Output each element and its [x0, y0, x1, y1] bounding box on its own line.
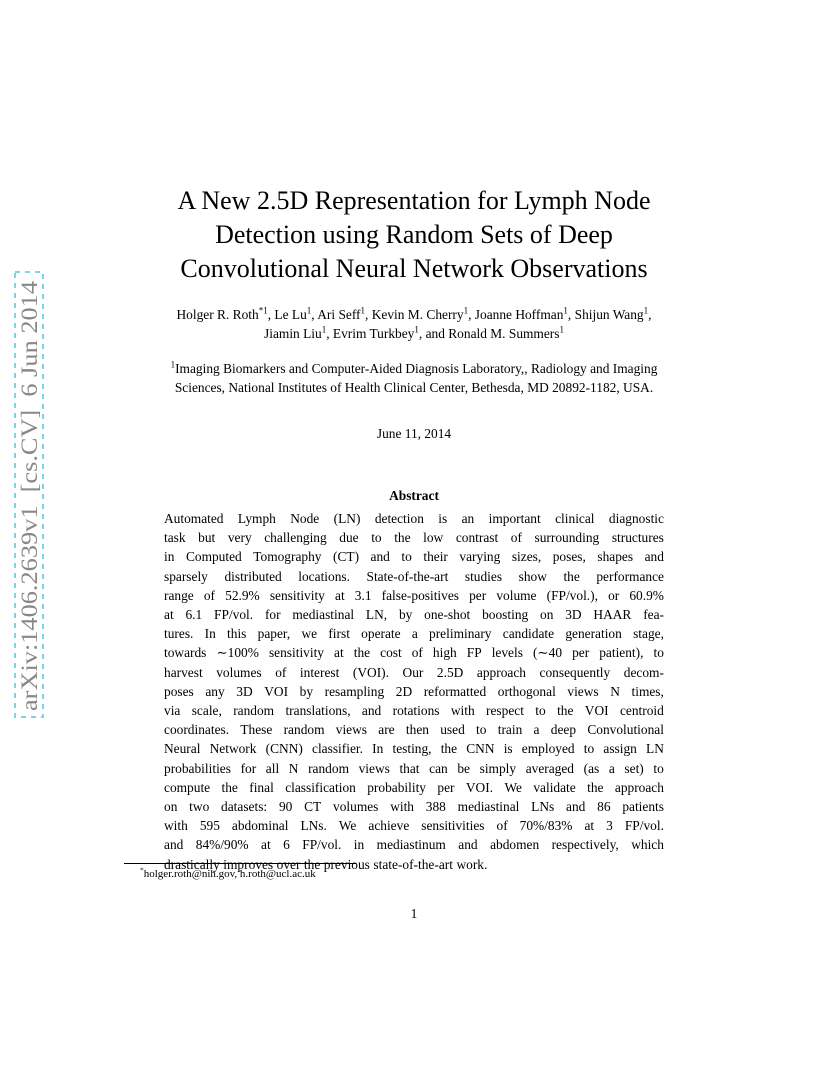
arxiv-stamp-text: arXiv:1406.2639v1 [cs.CV] 6 Jun 2014 [17, 327, 43, 711]
abstract-word: for [240, 760, 257, 776]
abstract-word: surrounding [534, 530, 600, 546]
abstract-word: is [503, 741, 513, 757]
abstract-word: CT [304, 799, 322, 815]
abstract-word: at [164, 607, 174, 623]
abstract-word: operate [361, 626, 401, 642]
author-affiliation-mark: 1 [563, 305, 568, 316]
abstract-word: Automated [164, 511, 224, 526]
abstract-word: high [432, 645, 457, 661]
abstract-word: approach [476, 664, 526, 680]
abstract-word: important [488, 511, 541, 526]
author-name: and Ronald M. Summers [425, 326, 560, 341]
abstract-word: abdominal [231, 818, 289, 834]
abstract-word: respectively, [551, 837, 619, 853]
abstract-word: datasets: [221, 799, 268, 815]
abstract-word: of [411, 645, 423, 661]
abstract-word: 86 [597, 799, 611, 815]
abstract-word: are [378, 722, 395, 738]
abstract-word: assign [603, 741, 637, 757]
abstract-word: in [164, 549, 175, 565]
abstract-word: 3.1 [354, 587, 372, 603]
abstract-word: and [361, 703, 382, 719]
abstract-word: centroid [619, 703, 664, 719]
abstract-word: VOI [584, 703, 609, 719]
abstract-word: 3D [236, 683, 253, 699]
abstract-word: the [394, 530, 411, 546]
abstract-line [164, 701, 664, 720]
abstract-word: patient), [599, 645, 644, 661]
abstract-word: for [264, 607, 281, 623]
abstract-word: 3 [606, 818, 613, 834]
abstract-word: boosting [482, 607, 529, 623]
abstract-word: the [221, 779, 238, 795]
abstract-word: LN, [365, 607, 388, 623]
abstract-word: train [497, 722, 523, 738]
abstract-word: FP/vol. [302, 837, 342, 853]
author-line: Jiamin Liu$^1$, Evrim Turkbey$^1$, and Ronald M. Summers$^1$ [264, 324, 564, 341]
abstract-word: two [189, 799, 210, 815]
abstract-word: (LN) [333, 511, 361, 526]
abstract-word: can [429, 760, 448, 776]
abstract-word: N [288, 760, 299, 776]
abstract-word: and [458, 837, 478, 853]
abstract-line [164, 778, 664, 797]
abstract-word: patients [622, 799, 664, 815]
abstract-word: 6 [283, 837, 290, 853]
abstract-word: that [399, 760, 420, 776]
abstract-word: mediastinal [457, 799, 520, 815]
abstract-word: simply [479, 760, 517, 776]
abstract-word: LNs. [300, 818, 327, 834]
abstract-word: reformatted [423, 683, 487, 699]
abstract-word: Convolutional [587, 722, 664, 738]
author-affiliation-mark: *1 [258, 305, 268, 316]
author-affiliation-mark: 1 [559, 324, 564, 335]
abstract-word: These [240, 722, 273, 738]
author-name: Jiamin Liu [264, 326, 322, 341]
abstract-word: times, [631, 683, 664, 699]
abstract-word: challenging [264, 530, 327, 546]
abstract-word: achieve [368, 818, 410, 834]
abstract-word: per [572, 645, 590, 661]
abstract-word: volume [496, 587, 537, 603]
abstract-line [164, 624, 664, 643]
abstract-word: paper, [257, 626, 291, 642]
abstract-word: stage, [633, 626, 664, 642]
abstract-word: VOI. [465, 779, 494, 795]
abstract-word: scale, [191, 703, 222, 719]
abstract-word: on [540, 607, 554, 623]
abstract-word: FP/vol. [624, 818, 664, 834]
abstract-word: CNN [466, 741, 495, 757]
abstract-word: locations. [298, 568, 350, 584]
abstract-word: at [584, 818, 595, 834]
abstract-word: the [563, 568, 580, 584]
abstract-word: to [583, 741, 595, 757]
abstract-word: validate [533, 779, 576, 795]
abstract-word: with [450, 703, 475, 719]
abstract-word: which [631, 837, 664, 853]
abstract-word: classifier. [312, 741, 363, 757]
abstract-word: be [457, 760, 470, 776]
abstract-line [164, 643, 664, 662]
abstract-word: at [261, 837, 271, 853]
affiliation-line [90, 359, 738, 378]
author-name: Joanne Hoffman [474, 307, 564, 322]
abstract-word: task [164, 530, 186, 546]
abstract-word: one-shot [424, 607, 471, 623]
abstract-word: poses [164, 683, 194, 699]
abstract-word: LN [646, 741, 664, 757]
page-number: 1 [410, 906, 418, 921]
abstract-word: Computed [185, 549, 242, 565]
abstract-word: then [405, 722, 429, 738]
abstract-word: (CT) [333, 549, 360, 565]
affiliation [90, 359, 738, 397]
publication-date: June 11, 2014 [376, 426, 452, 441]
abstract-word: Neural [164, 741, 201, 757]
abstract-word: probability [367, 779, 426, 795]
author-affiliation-mark: 1 [463, 305, 469, 316]
abstract-word: and [370, 549, 390, 565]
abstract-word: of [203, 587, 216, 603]
abstract-word: respect [486, 703, 524, 719]
abstract-line [164, 835, 664, 854]
abstract-word: Our [402, 664, 424, 680]
abstract-word: set) [624, 760, 644, 776]
abstract-word: 90 [278, 799, 293, 815]
abstract-word: detection [374, 511, 424, 526]
author-affiliation-mark: 1 [414, 324, 419, 335]
abstract-word: is [438, 511, 448, 526]
author-name: Evrim Turkbey [332, 326, 415, 341]
abstract-word: random [233, 703, 275, 719]
abstract-line [164, 797, 664, 816]
affiliation-mark: 1 [170, 359, 176, 370]
abstract-word: an [461, 511, 475, 526]
abstract-word: to [401, 549, 412, 565]
abstract-word: testing, [392, 741, 432, 757]
abstract-word: HAAR [593, 607, 632, 623]
abstract-line [164, 509, 664, 528]
abstract-word: the [303, 856, 321, 872]
abstract-word: to [653, 645, 664, 661]
abstract-word: deep [550, 722, 577, 738]
abstract-word: a [411, 626, 418, 642]
abstract-word: decom- [623, 664, 664, 680]
abstract-word: 52.9% [225, 587, 260, 603]
author-affiliation-mark: 1 [360, 305, 366, 316]
abstract-word: LNs [531, 799, 555, 815]
abstract-line [164, 663, 664, 682]
abstract-word: sizes, [511, 549, 542, 565]
title-line: Convolutional Neural Network Observations [180, 254, 648, 283]
abstract-word: employed [521, 741, 575, 757]
abstract-word: final [249, 779, 274, 795]
author-name: Kevin M. Cherry [371, 307, 464, 322]
abstract-word: FP [466, 645, 482, 661]
abstract-word: preliminary [429, 626, 492, 642]
abstract-word: to [653, 760, 664, 776]
abstract-word: (CNN) [265, 741, 303, 757]
abstract-word: sensitivities [421, 818, 485, 834]
abstract-word: averaged [525, 760, 575, 776]
abstract-word: towards [164, 645, 207, 661]
abstract-line [164, 547, 664, 566]
abstract-word: with [164, 818, 188, 834]
abstract-word: random [283, 722, 325, 738]
abstract-word: sparsely [164, 568, 208, 584]
abstract-word: per [437, 779, 455, 795]
abstract-word: low [423, 530, 444, 546]
abstract-line [164, 586, 664, 605]
abstract-word: VOI [264, 683, 289, 699]
abstract-word: (FP/vol.), [546, 587, 598, 603]
abstract-word: of [496, 818, 508, 834]
abstract-word: ∼100% [216, 645, 259, 661]
abstract-word: studies [464, 568, 503, 584]
abstract-word: previous [323, 856, 370, 872]
affiliation-line: Sciences, National Institutes of Health Clinical Center, Bethesda, MD 20892-1182, USA. [174, 380, 654, 395]
author-affiliation-mark: 1 [321, 324, 327, 335]
abstract-word: harvest [164, 664, 203, 680]
abstract-word: the [353, 645, 371, 661]
abstract-word: any [205, 683, 225, 699]
arxiv-identifier-stamp[interactable] [14, 271, 44, 718]
abstract-line [164, 528, 664, 547]
abstract-word: consequently [539, 664, 611, 680]
abstract-word: and [644, 549, 664, 565]
author-affiliation-mark: 1 [643, 305, 649, 316]
abstract-word: We [338, 818, 357, 834]
abstract-word: on [164, 799, 178, 815]
abstract-word: 60.9% [629, 587, 664, 603]
abstract-word: their [423, 549, 448, 565]
abstract-word: drastically [164, 856, 220, 872]
author-name: Ari Seff [317, 307, 361, 322]
affiliation-text: Imaging Biomarkers and Computer-Aided Diagnosis Laboratory,, Radiology and Imaging [175, 361, 658, 376]
author-name: Shijun Wang [574, 307, 644, 322]
abstract-word: N [610, 683, 620, 699]
author-affiliation-mark: 1 [306, 305, 312, 316]
abstract-word: shapes [597, 549, 634, 565]
abstract-word: (as [583, 760, 600, 776]
abstract-word: In [204, 626, 216, 642]
abstract-line [164, 816, 664, 835]
abstract-word: 2.5D [436, 664, 464, 680]
abstract-word: sensitivity [268, 645, 324, 661]
abstract-word: interest [299, 664, 340, 680]
abstract-word: coordinates. [164, 722, 230, 738]
abstract-word: views [358, 760, 390, 776]
abstract-word: improves [223, 856, 274, 872]
abstract-word: 6.1 [185, 607, 203, 623]
abstract-word: very [227, 530, 252, 546]
abstract-word: views [335, 722, 368, 738]
abstract-word: (VOI). [352, 664, 389, 680]
abstract-word: the [440, 741, 458, 757]
footnote-mark: * [140, 865, 144, 875]
abstract-word: orthogonal [497, 683, 556, 699]
abstract-word: 388 [425, 799, 446, 815]
footnote-rule [124, 863, 356, 864]
abstract-word: volumes [216, 664, 262, 680]
abstract-word: Network [209, 741, 257, 757]
abstract-line [164, 739, 664, 758]
author-list [90, 305, 738, 343]
abstract-word: this [227, 626, 247, 642]
abstract-word: performance [596, 568, 664, 584]
abstract-word: probabilities [164, 760, 231, 776]
abstract-word: views [567, 683, 599, 699]
abstract-word: 84%/90% [195, 837, 249, 853]
abstract-word: 3D [565, 607, 582, 623]
abstract-body [164, 509, 664, 874]
abstract-word: over [276, 856, 301, 872]
abstract-word: state-of-the-art [373, 856, 453, 872]
abstract-word: mediastinal [292, 607, 355, 623]
title-line: A New 2.5D Representation for Lymph Node [177, 186, 651, 215]
abstract-word: 595 [199, 818, 220, 834]
abstract-word: classification [285, 779, 356, 795]
abstract-word: 70%/83% [519, 818, 573, 834]
abstract-word: translations, [285, 703, 351, 719]
abstract-word: of [510, 530, 522, 546]
author-line: Holger R. Roth$^{*1}$, Le Lu$^1$, Ari Seff$^1$, Kevin M. Cherry$^1$, Joanne Hoffman$^1$, Shijun Wang$^1$, [176, 305, 652, 322]
abstract-word: resampling [324, 683, 385, 699]
abstract-word: false-positives [381, 587, 459, 603]
abstract-word: levels [491, 645, 523, 661]
abstract-word: volumes [333, 799, 379, 815]
abstract-word: at [335, 587, 345, 603]
abstract-word: in [353, 837, 365, 853]
abstract-heading: Abstract [389, 488, 439, 503]
abstract-word: of [275, 664, 287, 680]
abstract-word: a [608, 760, 615, 776]
title-line: Detection using Random Sets of Deep [215, 220, 613, 249]
arxiv-stamp-graphic [14, 271, 44, 718]
abstract-word: rotations [392, 703, 440, 719]
abstract-word: show [518, 568, 547, 584]
abstract-word: random [308, 760, 349, 776]
abstract-word: diagnostic [608, 511, 664, 526]
abstract-word: Node [290, 511, 320, 526]
abstract-word: due [339, 530, 359, 546]
abstract-line [164, 720, 664, 739]
abstract-word: clinical [555, 511, 595, 526]
abstract-word: mediastinum [376, 837, 446, 853]
abstract-line [164, 605, 664, 624]
abstract-word: fea- [643, 607, 664, 623]
abstract-word: but [198, 530, 216, 546]
author-name: Holger R. Roth [176, 307, 259, 322]
abstract-word: we [301, 626, 318, 642]
abstract-word: contrast [455, 530, 499, 546]
abstract-word: and [164, 837, 184, 853]
abstract-word: the [557, 703, 574, 719]
abstract-word: by [299, 683, 314, 699]
abstract-word: and [566, 799, 586, 815]
abstract-word: 2D [395, 683, 413, 699]
abstract-word: Lymph [237, 511, 276, 526]
abstract-word: varying [459, 549, 501, 565]
abstract-word: or [608, 587, 620, 603]
abstract-word: distributed [224, 568, 282, 584]
abstract-word: candidate [502, 626, 555, 642]
abstract-word: tures. [164, 626, 194, 642]
abstract-word: used [440, 722, 465, 738]
abstract-word: Tomography [253, 549, 322, 565]
abstract-word: poses, [552, 549, 586, 565]
abstract-word: to [535, 703, 546, 719]
abstract-word: with [390, 799, 414, 815]
abstract-word: via [164, 703, 181, 719]
abstract-word: We [504, 779, 522, 795]
abstract-word: (∼40 [532, 645, 563, 661]
abstract-word: first [328, 626, 350, 642]
abstract-word: range [164, 587, 194, 603]
abstract-word: by [398, 607, 413, 623]
abstract-word: generation [565, 626, 622, 642]
abstract-word: abdomen [490, 837, 540, 853]
abstract-word: to [371, 530, 382, 546]
abstract-word: a [533, 722, 540, 738]
abstract-line [164, 759, 664, 778]
abstract-word: all [265, 760, 280, 776]
abstract-word: In [372, 741, 384, 757]
abstract-word: the [587, 779, 604, 795]
abstract-line [164, 567, 664, 586]
abstract-word: to [476, 722, 487, 738]
footnote [140, 867, 316, 881]
abstract-word: State-of-the-art [366, 568, 449, 584]
abstract-line [164, 682, 664, 701]
abstract-word: work. [456, 856, 488, 872]
author-name: Le Lu [274, 307, 307, 322]
footnote-email-text[interactable]: holger.roth@nih.gov, h.roth@ucl.ac.uk [143, 868, 316, 880]
abstract-word: sensitivity [269, 587, 325, 603]
abstract-word: approach [614, 779, 664, 795]
abstract-word: per [469, 587, 487, 603]
abstract-word: at [334, 645, 344, 661]
abstract-word: structures [611, 530, 664, 546]
abstract-word: compute [164, 779, 211, 795]
paper-title [100, 184, 728, 286]
abstract-word: FP/vol. [214, 607, 254, 623]
abstract-word: cost [380, 645, 402, 661]
